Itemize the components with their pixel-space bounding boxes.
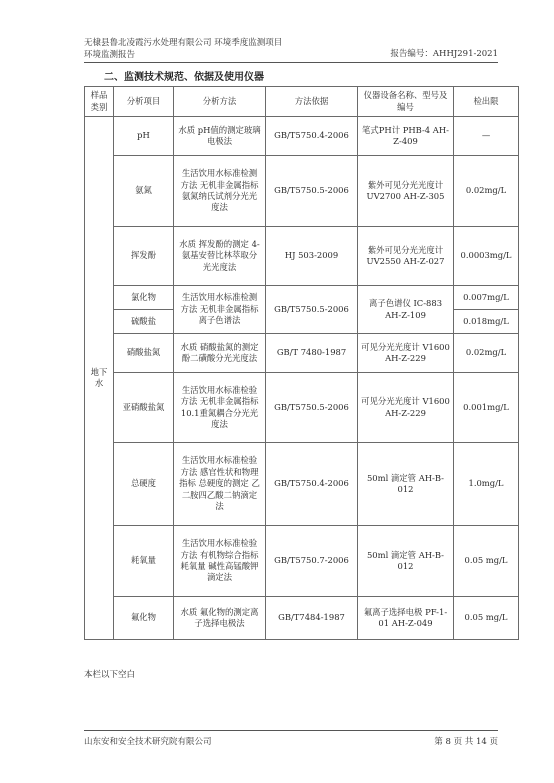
item-cell: pH bbox=[114, 117, 174, 156]
limit-cell: 0.007mg/L bbox=[454, 286, 519, 310]
footer-rule bbox=[84, 730, 498, 731]
table-header-row bbox=[85, 87, 519, 117]
item-cell: 氯化物 bbox=[114, 286, 174, 310]
footer-organization: 山东安和安全技术研究院有限公司 bbox=[84, 737, 212, 747]
col-header-category: 样品类别 bbox=[85, 87, 114, 117]
item-cell: 氟化物 bbox=[114, 597, 174, 640]
basis-cell: GB/T5750.5-2006 bbox=[266, 156, 358, 227]
col-header-item: 分析项目 bbox=[114, 87, 174, 117]
table-row bbox=[85, 443, 519, 526]
table-row bbox=[85, 286, 519, 310]
table-row bbox=[85, 334, 519, 373]
instrument-cell: 50ml 滴定管 AH-B-012 bbox=[358, 443, 454, 526]
limit-cell: 0.0003mg/L bbox=[454, 227, 519, 286]
method-cell: 生活饮用水标准检验方法 有机物综合指标 耗氧量 碱性高锰酸钾滴定法 bbox=[174, 526, 266, 597]
limit-cell: 0.02mg/L bbox=[454, 156, 519, 227]
limit-cell: — bbox=[454, 117, 519, 156]
item-cell: 亚硝酸盐氮 bbox=[114, 373, 174, 443]
header-title-line2: 环境监测报告 bbox=[84, 50, 136, 60]
method-cell: 水质 硝酸盐氮的测定 酚二磺酸分光光度法 bbox=[174, 334, 266, 373]
basis-cell: GB/T5750.4-2006 bbox=[266, 117, 358, 156]
method-cell: 生活饮用水标准检验方法 感官性状和物理指标 总硬度的测定 乙二胺四乙酸二钠滴定法 bbox=[174, 443, 266, 526]
limit-cell: 0.018mg/L bbox=[454, 310, 519, 334]
monitoring-methods-table bbox=[84, 86, 519, 640]
item-cell: 氨氮 bbox=[114, 156, 174, 227]
basis-cell: GB/T5750.5-2006 bbox=[266, 373, 358, 443]
table-row bbox=[85, 526, 519, 597]
method-cell: 水质 挥发酚的测定 4-氨基安替比林萃取分光光度法 bbox=[174, 227, 266, 286]
method-cell: 生活饮用水标准检测方法 无机非金属指标 氨氮纳氏试剂分光光度法 bbox=[174, 156, 266, 227]
instrument-cell: 紫外可见分光光度计 UV2550 AH-Z-027 bbox=[358, 227, 454, 286]
section-title: 二、监测技术规范、依据及使用仪器 bbox=[104, 72, 264, 83]
item-cell: 硫酸盐 bbox=[114, 310, 174, 334]
table-row bbox=[85, 597, 519, 640]
instrument-cell: 离子色谱仪 IC-883 AH-Z-109 bbox=[358, 286, 454, 334]
basis-cell: GB/T5750.4-2006 bbox=[266, 443, 358, 526]
page-number: 第 8 页 共 14 页 bbox=[434, 737, 498, 747]
basis-cell: GB/T 7480-1987 bbox=[266, 334, 358, 373]
basis-cell: GB/T5750.5-2006 bbox=[266, 286, 358, 334]
table-row bbox=[85, 156, 519, 227]
instrument-cell: 50ml 滴定管 AH-B-012 bbox=[358, 526, 454, 597]
instrument-cell: 笔式PH计 PHB-4 AH-Z-409 bbox=[358, 117, 454, 156]
method-cell: 生活饮用水标准检测方法 无机非金属指标 离子色谱法 bbox=[174, 286, 266, 334]
item-cell: 总硬度 bbox=[114, 443, 174, 526]
table-row bbox=[85, 373, 519, 443]
col-header-method: 分析方法 bbox=[174, 87, 266, 117]
blank-below-note: 本栏以下空白 bbox=[84, 670, 136, 680]
limit-cell: 0.05 mg/L bbox=[454, 597, 519, 640]
instrument-cell: 紫外可见分光光度计 UV2700 AH-Z-305 bbox=[358, 156, 454, 227]
method-cell: 水质 pH值的测定玻璃电极法 bbox=[174, 117, 266, 156]
limit-cell: 0.05 mg/L bbox=[454, 526, 519, 597]
basis-cell: GB/T5750.7-2006 bbox=[266, 526, 358, 597]
header-rule bbox=[84, 62, 498, 63]
limit-cell: 1.0mg/L bbox=[454, 443, 519, 526]
report-number: 报告编号：AHHJ291-2021 bbox=[390, 49, 498, 59]
limit-cell: 0.02mg/L bbox=[454, 334, 519, 373]
item-cell: 挥发酚 bbox=[114, 227, 174, 286]
col-header-instrument: 仪器设备名称、型号及编号 bbox=[358, 87, 454, 117]
method-cell: 生活饮用水标准检验方法 无机非金属指标 10.1重氮耦合分光光度法 bbox=[174, 373, 266, 443]
item-cell: 硝酸盐氮 bbox=[114, 334, 174, 373]
basis-cell: HJ 503-2009 bbox=[266, 227, 358, 286]
table-row bbox=[85, 117, 519, 156]
header-title-line1: 无棣县鲁北凌霞污水处理有限公司 环境季度监测项目 bbox=[84, 38, 283, 48]
col-header-basis: 方法依据 bbox=[266, 87, 358, 117]
col-header-limit: 检出限 bbox=[454, 87, 519, 117]
limit-cell: 0.001mg/L bbox=[454, 373, 519, 443]
sample-category-cell: 地下水 bbox=[85, 117, 114, 640]
instrument-cell: 可见分光光度计 V1600 AH-Z-229 bbox=[358, 334, 454, 373]
instrument-cell: 可见分光光度计 V1600 AH-Z-229 bbox=[358, 373, 454, 443]
instrument-cell: 氟离子选择电极 PF-1-01 AH-Z-049 bbox=[358, 597, 454, 640]
table-row bbox=[85, 227, 519, 286]
basis-cell: GB/T7484-1987 bbox=[266, 597, 358, 640]
method-cell: 水质 氟化物的测定离子选择电极法 bbox=[174, 597, 266, 640]
item-cell: 耗氧量 bbox=[114, 526, 174, 597]
